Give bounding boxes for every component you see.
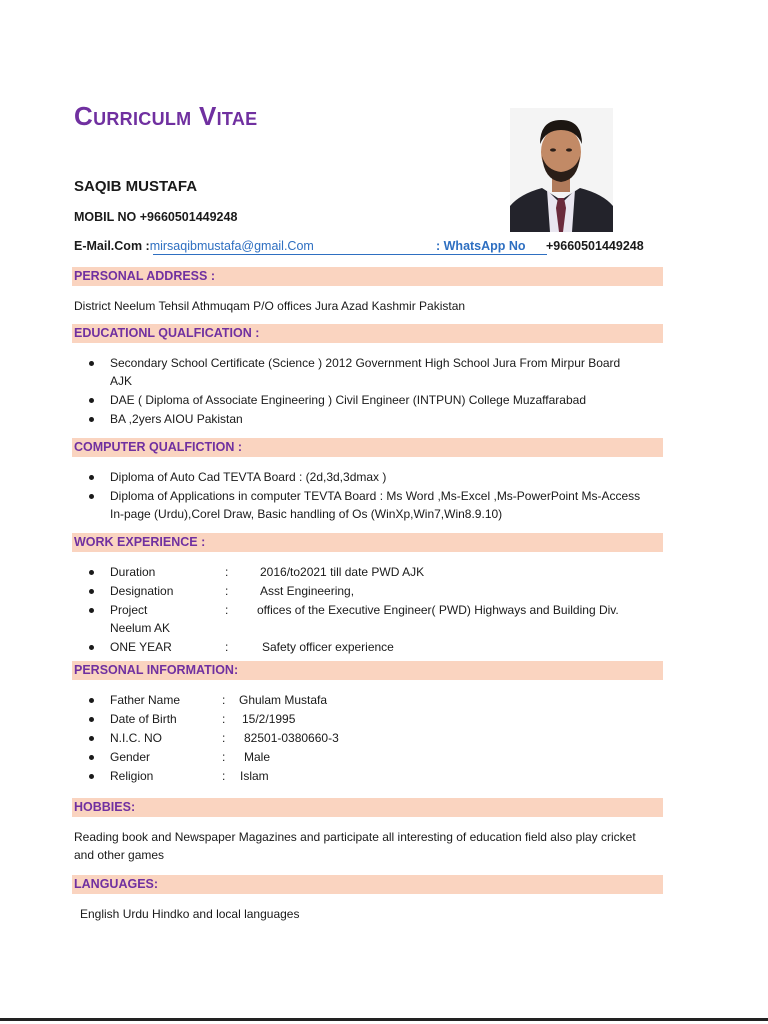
list-item: Designation : Asst Engineering, [74, 582, 644, 600]
bullet-dot-icon [89, 570, 94, 575]
education-list [74, 354, 644, 429]
page-bottom-border [0, 1018, 768, 1021]
bullet-dot-icon [89, 774, 94, 779]
list-item: Diploma of Applications in computer TEVTA Board : Ms Word ,Ms-Excel ,Ms-PowerPoint Ms-Access In-page (Urdu),Corel Draw, Basic handling of Os (WinXp,Win7,Win8.9.10) [74, 487, 644, 523]
whatsapp-label: : WhatsApp No [436, 239, 526, 253]
list-item: Project : offices of the Executive Engineer( PWD) Highways and Building Div. Neelum AK [74, 601, 644, 637]
bullet-dot-icon [89, 608, 94, 613]
bullet-dot-icon [89, 494, 94, 499]
bullet-dot-icon [89, 717, 94, 722]
section-heading-computer: COMPUTER QUALFICTION : [72, 438, 663, 457]
email-label: E-Mail.Com : [74, 239, 150, 253]
personal-info-list [74, 691, 644, 786]
email-link[interactable]: mirsaqibmustafa@gmail.Com [149, 239, 314, 253]
bullet-dot-icon [89, 589, 94, 594]
mobile-number: MOBIL NO +9660501449248 [74, 210, 238, 224]
bullet-dot-icon [89, 417, 94, 422]
section-heading-address: PERSONAL ADDRESS : [72, 267, 663, 286]
list-item: ONE YEAR : Safety officer experience [74, 638, 644, 656]
bullet-dot-icon [89, 645, 94, 650]
bullet-dot-icon [89, 755, 94, 760]
address-text: District Neelum Tehsil Athmuqam P/O offices Jura Azad Kashmir Pakistan [74, 299, 466, 313]
whatsapp-number: +9660501449248 [546, 239, 644, 253]
list-item: Diploma of Auto Cad TEVTA Board : (2d,3d,3dmax ) [74, 468, 644, 486]
bullet-dot-icon [89, 475, 94, 480]
list-item: N.I.C. NO : 82501-0380660-3 [74, 729, 644, 747]
person-portrait-icon [510, 108, 613, 232]
email-underline [153, 254, 547, 255]
section-heading-hobbies: HOBBIES: [72, 798, 663, 817]
bullet-dot-icon [89, 361, 94, 366]
candidate-name: SAQIB MUSTAFA [74, 178, 198, 195]
section-heading-work: WORK EXPERIENCE : [72, 533, 663, 552]
list-item: Religion : Islam [74, 767, 644, 785]
bullet-dot-icon [89, 398, 94, 403]
list-item: Duration : 2016/to2021 till date PWD AJK [74, 563, 644, 581]
languages-text: English Urdu Hindko and local languages [80, 907, 300, 921]
list-item: BA ,2yers AIOU Pakistan [74, 410, 644, 428]
bullet-dot-icon [89, 698, 94, 703]
profile-photo [510, 108, 613, 232]
bullet-dot-icon [89, 736, 94, 741]
section-heading-personal: PERSONAL INFORMATION: [72, 661, 663, 680]
section-heading-languages: LANGUAGES: [72, 875, 663, 894]
list-item: Father Name : Ghulam Mustafa [74, 691, 644, 709]
contact-line [74, 239, 664, 255]
list-item: DAE ( Diploma of Associate Engineering ) Civil Engineer (INTPUN) College Muzaffarabad [74, 391, 644, 409]
list-item: Gender : Male [74, 748, 644, 766]
computer-list [74, 468, 644, 524]
list-item: Date of Birth : 15/2/1995 [74, 710, 644, 728]
document-title: Curriculm Vitae [74, 101, 258, 131]
section-heading-education: EDUCATIONL QUALFICATION : [72, 324, 663, 343]
hobbies-text: Reading book and Newspaper Magazines and participate all interesting of education field also play cricket and other games [74, 830, 636, 862]
work-list [74, 563, 644, 657]
list-item: Secondary School Certificate (Science ) 2012 Government High School Jura From Mirpur Board AJK [74, 354, 644, 390]
